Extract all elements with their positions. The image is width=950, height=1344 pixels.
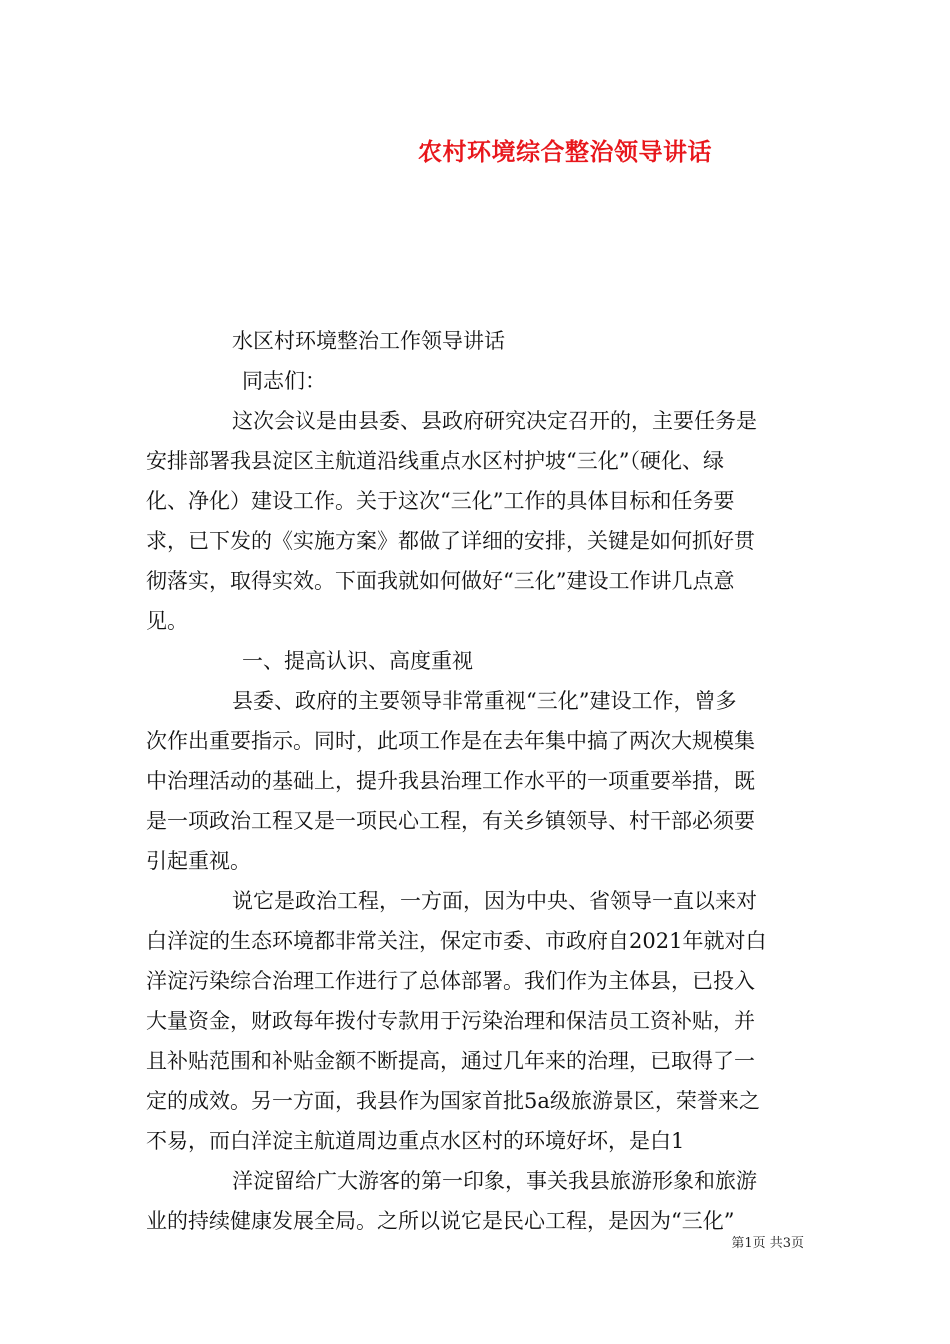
text-line: 且补贴范围和补贴金额不断提高，通过几年来的治理，已取得了一 [146,1049,755,1073]
text-line: 大量资金，财政每年拨付专款用于污染治理和保洁员工资补贴，并 [146,1009,755,1033]
text-line: 不易，而白洋淀主航道周边重点水区村的环境好坏，是白1 [146,1129,685,1153]
text-line: 洋淀留给广大游客的第一印象，事关我县旅游形象和旅游 [232,1169,757,1193]
text-line: 求，已下发的《实施方案》都做了详细的安排，关键是如何抓好贯 [146,529,755,553]
text-line: 化、净化）建设工作。关于这次“三化”工作的具体目标和任务要 [146,489,735,513]
text-line: 洋淀污染综合治理工作进行了总体部署。我们作为主体县，已投入 [146,969,755,993]
section-heading: 一、提高认识、高度重视 [242,649,473,673]
text-line: 县委、政府的主要领导非常重视“三化”建设工作，曾多 [232,689,737,713]
page-number: 第1页 共3页 [731,1236,804,1251]
text-line: 见。 [146,609,188,633]
text-line: 定的成效。另一方面，我县作为国家首批5a级旅游景区，荣誉来之 [146,1089,760,1113]
salutation-line: 同志们： [242,369,326,393]
text-line: 中治理活动的基础上，提升我县治理工作水平的一项重要举措，既 [146,769,755,793]
document-title: 农村环境综合整治领导讲话 [418,137,712,166]
text-line: 说它是政治工程，一方面，因为中央、省领导一直以来对 [232,889,757,913]
text-line: 彻落实，取得实效。下面我就如何做好“三化”建设工作讲几点意 [146,569,735,593]
text-line: 业的持续健康发展全局。之所以说它是民心工程，是因为“三化” [146,1209,735,1233]
text-line: 这次会议是由县委、县政府研究决定召开的，主要任务是 [232,409,757,433]
text-line: 次作出重要指示。同时，此项工作是在去年集中搞了两次大规模集 [146,729,755,753]
text-line: 安排部署我县淀区主航道沿线重点水区村护坡“三化”（硬化、绿 [146,449,724,473]
subtitle-line: 水区村环境整治工作领导讲话 [232,329,505,353]
text-line: 引起重视。 [146,849,251,873]
text-line: 是一项政治工程又是一项民心工程，有关乡镇领导、村干部必须要 [146,809,755,833]
text-line: 白洋淀的生态环境都非常关注，保定市委、市政府自2021年就对白 [146,929,767,953]
